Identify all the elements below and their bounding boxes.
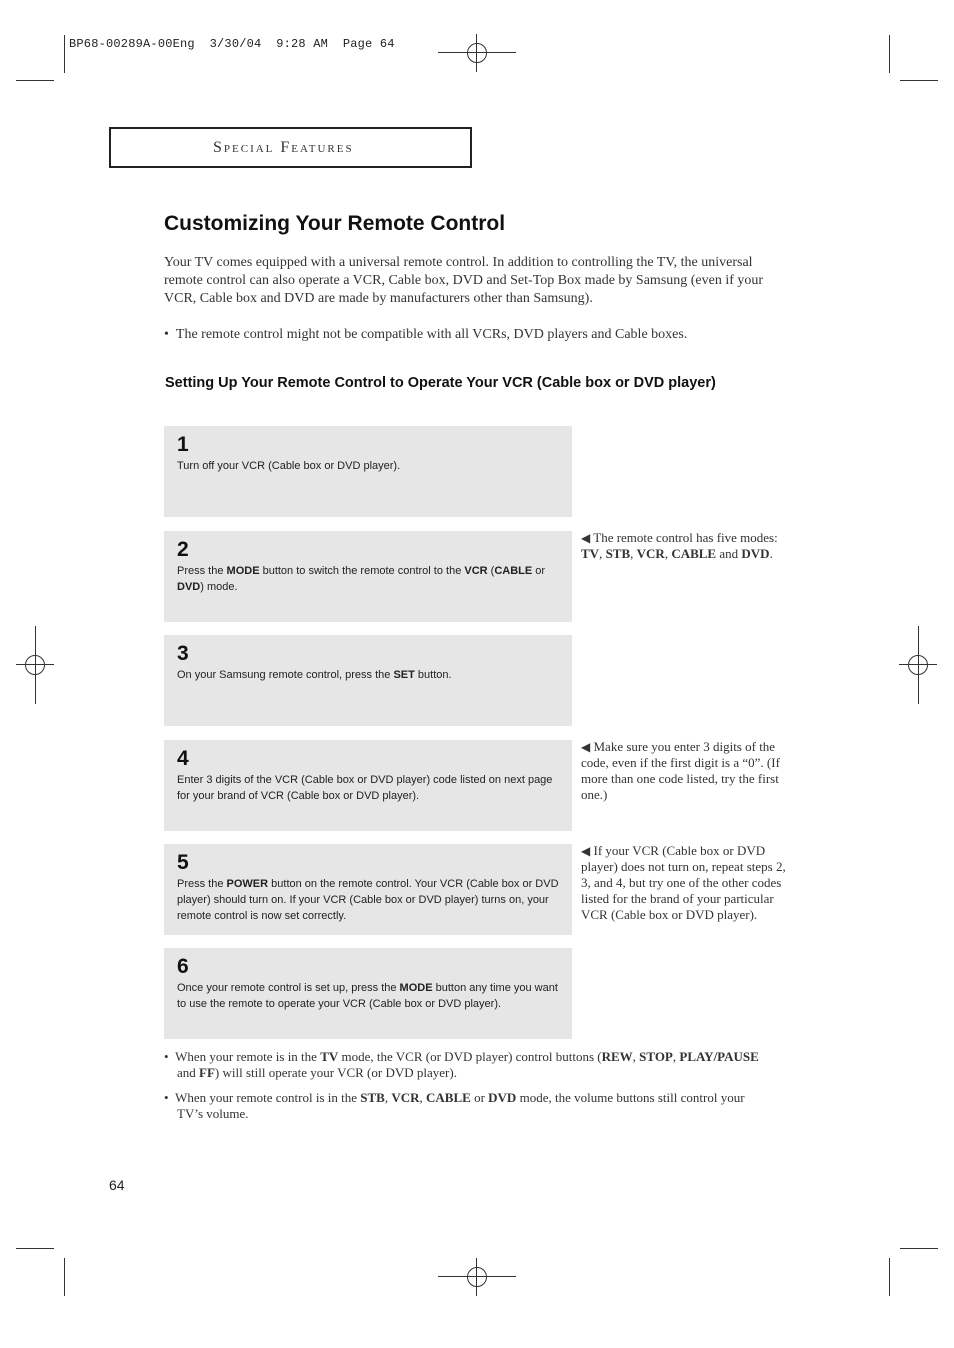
step-text: On your Samsung remote control, press the SET button.: [177, 669, 452, 681]
side-note: [581, 530, 786, 562]
step-text: Turn off your VCR (Cable box or DVD player).: [177, 460, 401, 472]
bold-term: MODE: [226, 565, 260, 577]
step-number: 1: [177, 433, 189, 456]
bullet-mark: •: [164, 327, 169, 342]
step-text: Enter 3 digits of the VCR (Cable box or DVD player) code listed on next page for your brand of VCR (Cable box or DVD player).: [177, 774, 553, 802]
bold-term: VCR: [391, 1090, 420, 1105]
step-box: [164, 948, 572, 1039]
step-number: 5: [177, 851, 189, 874]
side-note-text: Make sure you enter 3 digits of the code, even if the first digit is a “0”. (If more than one code listed, try the first one.): [581, 739, 780, 802]
bold-term: STB: [605, 546, 631, 561]
step-text: Once your remote control is set up, press the MODE button any time you want to use the remote to operate your VCR (Cable box or DVD player).: [177, 982, 558, 1010]
step-text: Press the MODE button to switch the remote control to the VCR (CABLE or DVD) mode.: [177, 565, 546, 593]
section-subtitle: Setting Up Your Remote Control to Operate Your VCR (Cable box or DVD player): [165, 375, 716, 391]
bold-term: CABLE: [671, 546, 717, 561]
intro-block: [164, 254, 784, 343]
bold-term: STB: [360, 1090, 385, 1105]
left-arrow-icon: ◀: [581, 531, 591, 545]
step-box: [164, 635, 572, 726]
bold-term: REW: [601, 1049, 633, 1064]
side-note-text: If your VCR (Cable box or DVD player) does not turn on, repeat steps 2, 3, and 4, but try one of the other codes listed for the brand of your particular VCR (Cable box or DVD player).: [581, 843, 786, 922]
step-text: Press the POWER button on the remote control. Your VCR (Cable box or DVD player) should turn on. If your VCR (Cable box or DVD player) turns on, your remote control is now set correctly.: [177, 878, 559, 922]
step-number: 6: [177, 955, 189, 978]
footer-bullets: [164, 1049, 764, 1131]
side-note-text: The remote control has five modes: TV, STB, VCR, CABLE and DVD.: [581, 530, 778, 561]
bold-term: VCR: [636, 546, 665, 561]
bold-term: POWER: [226, 878, 269, 890]
left-arrow-icon: ◀: [581, 740, 591, 754]
footer-bullet-text: When your remote control is in the STB, VCR, CABLE or DVD mode, the volume buttons still control your TV’s volume.: [175, 1090, 745, 1121]
bullet-mark: •: [164, 1090, 169, 1105]
bold-term: TV: [320, 1049, 339, 1064]
printer-slug: BP68-00289A-00Eng 3/30/04 9:28 AM Page 64: [69, 37, 395, 51]
step-number: 3: [177, 642, 189, 665]
intro-bullet: [164, 326, 784, 343]
footer-bullet-text: When your remote is in the TV mode, the VCR (or DVD player) control buttons (REW, STOP, PLAY/PAUSE and FF) will still operate your VCR (or DVD player).: [175, 1049, 759, 1080]
step-box: [164, 426, 572, 517]
bold-term: SET: [393, 669, 415, 681]
step-box: [164, 740, 572, 831]
page-title: Customizing Your Remote Control: [164, 212, 506, 235]
footer-bullet: [164, 1090, 764, 1122]
bold-term: DVD: [741, 546, 770, 561]
bold-term: DVD: [177, 581, 201, 593]
page-number: 64: [109, 1177, 125, 1193]
section-header-box: [109, 127, 472, 168]
step-box: [164, 844, 572, 935]
bold-term: CABLE: [494, 565, 533, 577]
footer-bullet: [164, 1049, 764, 1081]
bold-term: FF: [199, 1065, 215, 1080]
bold-term: PLAY/PAUSE: [679, 1049, 759, 1064]
intro-bullet-text: The remote control might not be compatible with all VCRs, DVD players and Cable boxes.: [175, 327, 688, 342]
side-note: [581, 843, 786, 923]
step-number: 4: [177, 747, 189, 770]
bold-term: CABLE: [426, 1090, 471, 1105]
bold-term: MODE: [399, 982, 433, 994]
step-box: [164, 531, 572, 622]
bullet-mark: •: [164, 1049, 169, 1064]
bold-term: VCR: [464, 565, 488, 577]
intro-paragraph: Your TV comes equipped with a universal remote control. In addition to controlling the TV, the universal remote control can also operate a VCR, Cable box, DVD and Set-Top Box made by Samsung (even if your VCR, Cable box and DVD are made by manufacturers other than Samsung).: [164, 255, 764, 306]
step-number: 2: [177, 538, 189, 561]
left-arrow-icon: ◀: [581, 844, 591, 858]
bold-term: DVD: [488, 1090, 517, 1105]
section-label: Special Features: [213, 139, 354, 156]
bold-term: STOP: [639, 1049, 673, 1064]
side-note: [581, 739, 786, 803]
bold-term: TV: [581, 546, 600, 561]
